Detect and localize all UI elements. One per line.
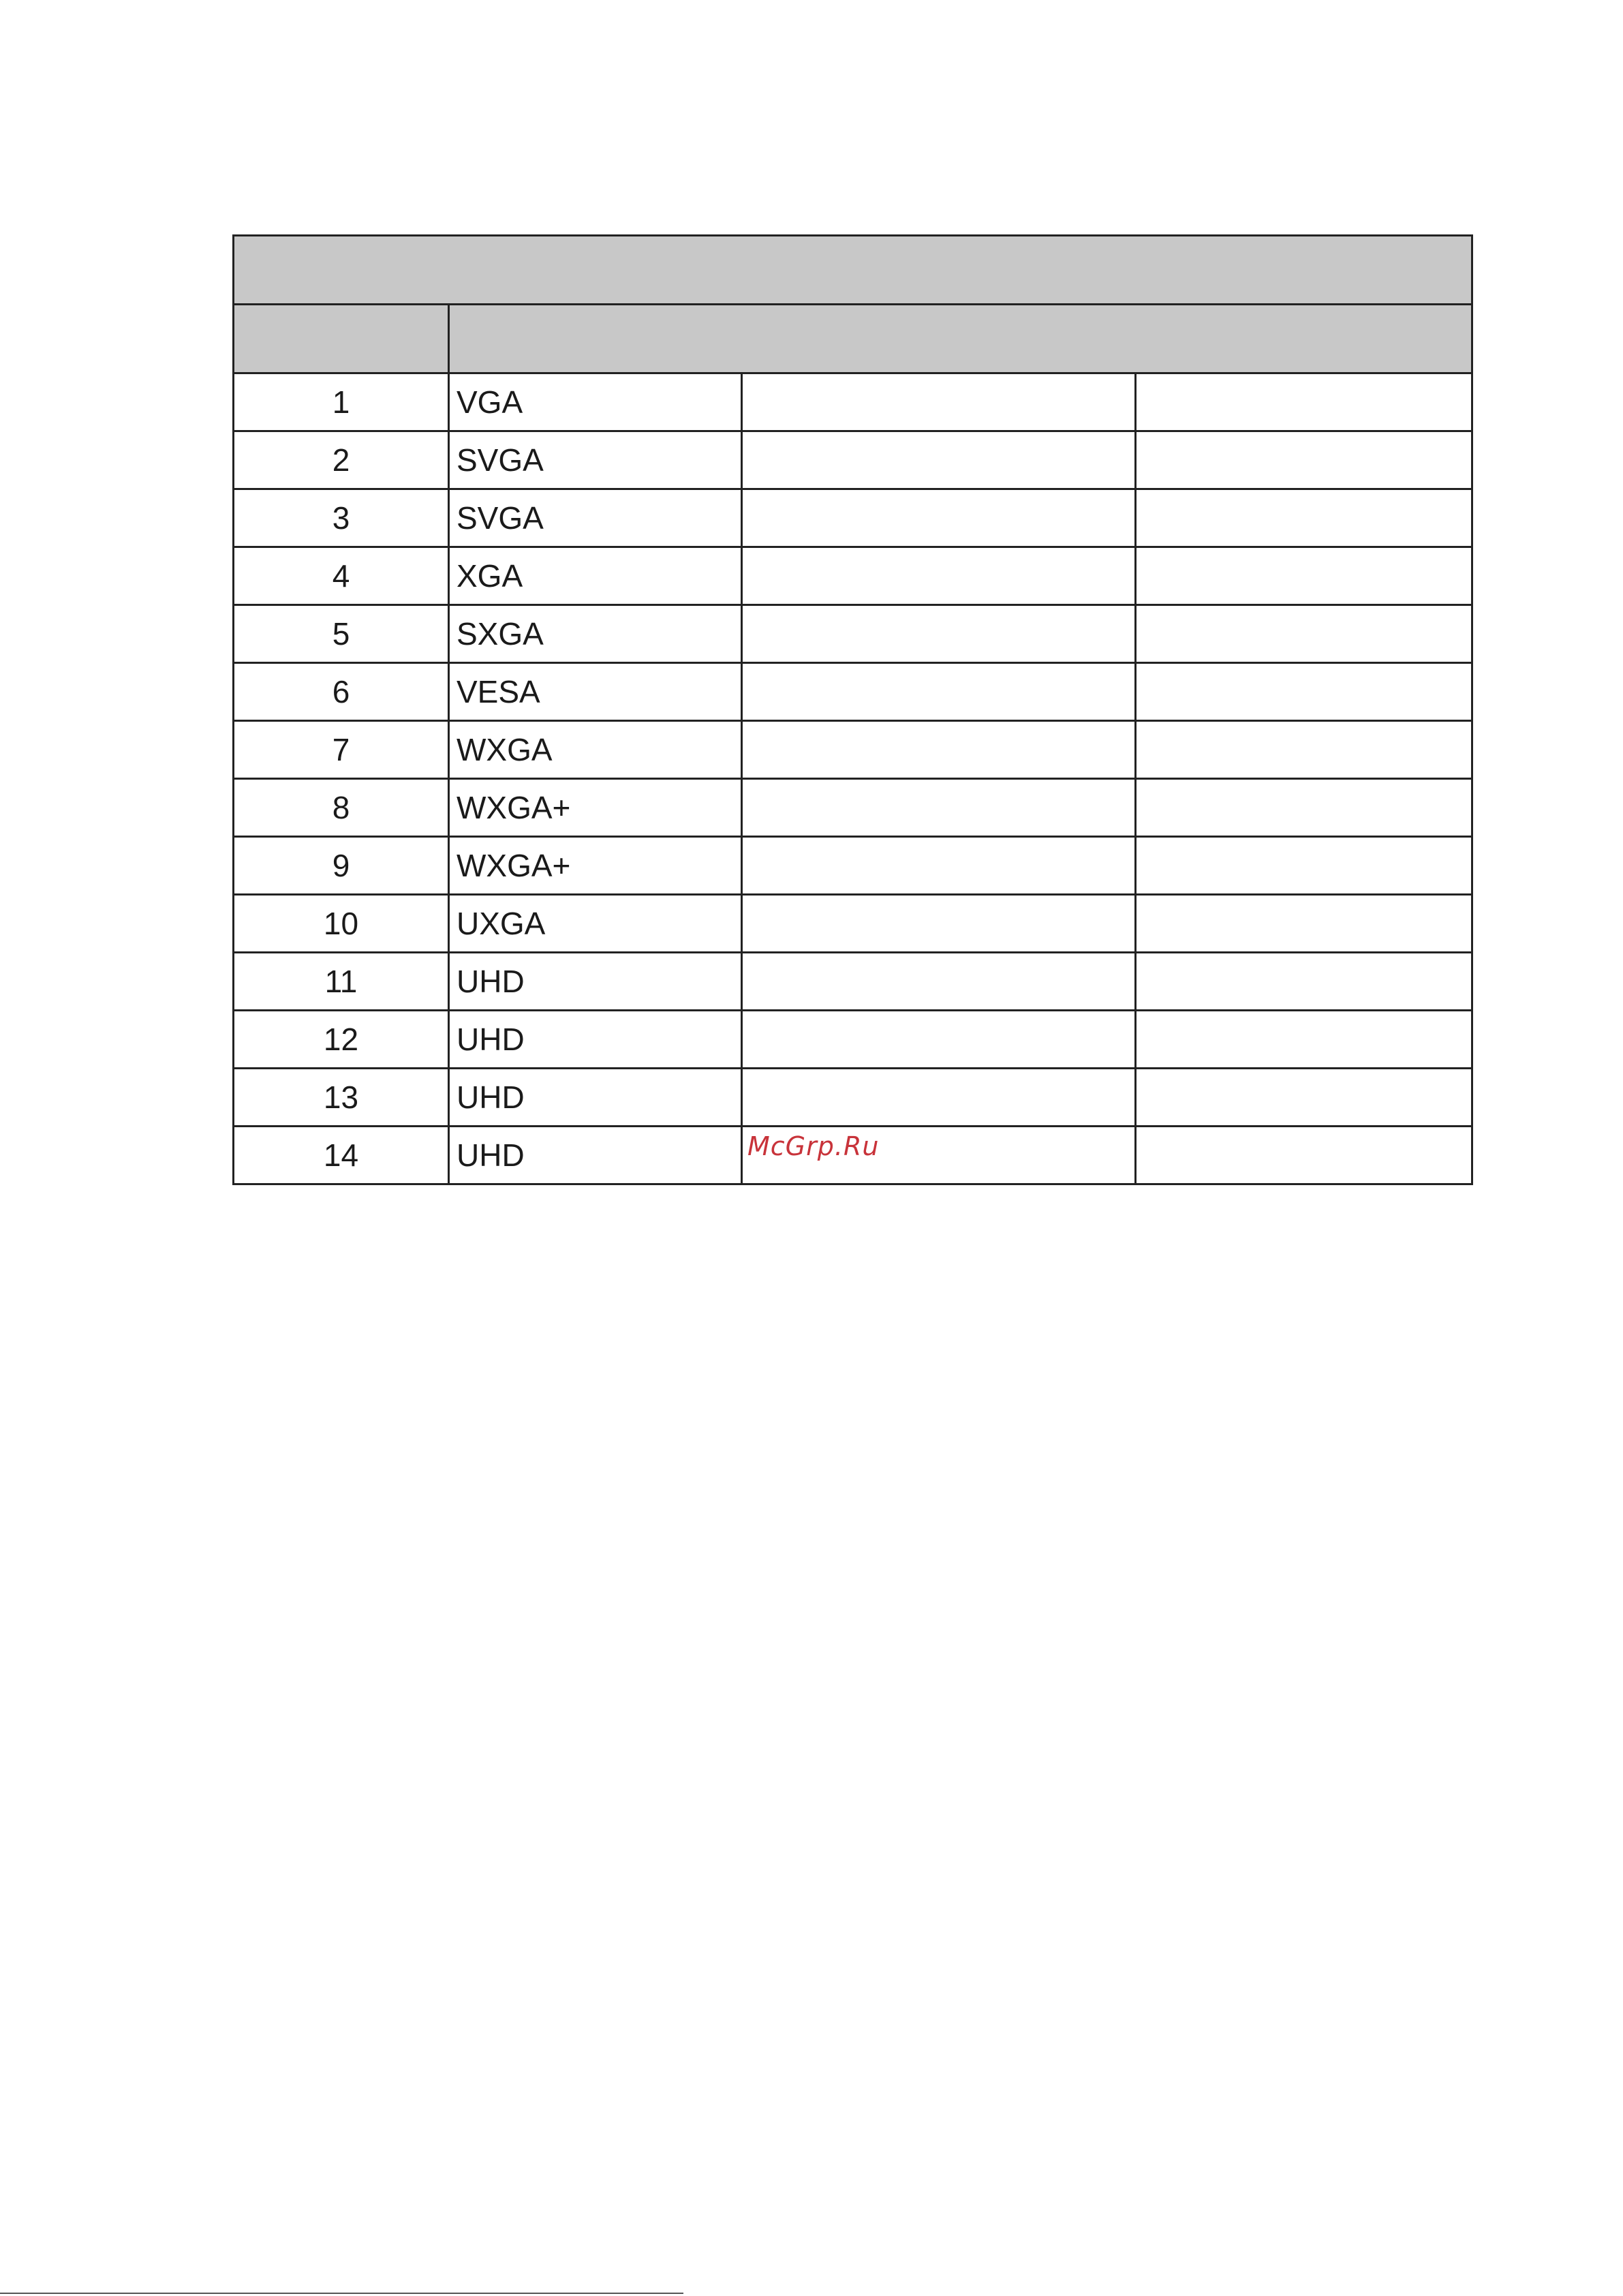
row-number: 13 bbox=[234, 1069, 449, 1127]
row-cell-empty bbox=[742, 721, 1136, 779]
row-mode: VGA bbox=[449, 373, 742, 431]
row-mode: VESA bbox=[449, 663, 742, 721]
footer-divider bbox=[0, 2293, 683, 2294]
row-cell-empty bbox=[742, 605, 1136, 663]
row-number: 1 bbox=[234, 373, 449, 431]
row-mode: SXGA bbox=[449, 605, 742, 663]
row-number: 2 bbox=[234, 431, 449, 489]
row-cell-empty bbox=[1136, 489, 1472, 547]
row-cell-empty bbox=[1136, 547, 1472, 605]
table-header-row bbox=[234, 305, 1472, 373]
table-title-cell bbox=[234, 236, 1472, 305]
row-cell-empty bbox=[1136, 953, 1472, 1011]
table-row bbox=[234, 1011, 1472, 1069]
row-cell-empty bbox=[742, 1011, 1136, 1069]
row-number: 11 bbox=[234, 953, 449, 1011]
row-number: 6 bbox=[234, 663, 449, 721]
row-cell-empty bbox=[1136, 373, 1472, 431]
row-cell-empty bbox=[742, 895, 1136, 953]
row-mode: UHD bbox=[449, 953, 742, 1011]
row-mode: WXGA bbox=[449, 721, 742, 779]
row-cell-empty bbox=[1136, 721, 1472, 779]
table-row bbox=[234, 837, 1472, 895]
table-row bbox=[234, 605, 1472, 663]
row-cell-empty bbox=[1136, 431, 1472, 489]
table-row bbox=[234, 1069, 1472, 1127]
table-row bbox=[234, 895, 1472, 953]
watermark-text: McGrp.Ru bbox=[747, 1131, 880, 1161]
header-cell-number bbox=[234, 305, 449, 373]
row-mode: UHD bbox=[449, 1127, 742, 1184]
row-cell-empty bbox=[742, 547, 1136, 605]
row-mode: WXGA+ bbox=[449, 779, 742, 837]
row-number: 14 bbox=[234, 1127, 449, 1184]
row-cell-empty bbox=[742, 1069, 1136, 1127]
row-cell-empty bbox=[1136, 605, 1472, 663]
row-cell-empty bbox=[1136, 837, 1472, 895]
table-title-row bbox=[234, 236, 1472, 305]
row-number: 3 bbox=[234, 489, 449, 547]
header-cell-mode bbox=[449, 305, 1472, 373]
row-cell-empty bbox=[742, 779, 1136, 837]
table-row bbox=[234, 373, 1472, 431]
table-row bbox=[234, 721, 1472, 779]
row-cell-empty bbox=[1136, 779, 1472, 837]
row-cell-empty bbox=[1136, 1127, 1472, 1184]
table-row bbox=[234, 953, 1472, 1011]
row-number: 8 bbox=[234, 779, 449, 837]
row-number: 7 bbox=[234, 721, 449, 779]
table-row bbox=[234, 489, 1472, 547]
timing-table-body bbox=[234, 236, 1472, 1184]
row-cell-empty bbox=[742, 489, 1136, 547]
row-mode: SVGA bbox=[449, 489, 742, 547]
row-mode: UXGA bbox=[449, 895, 742, 953]
row-number: 9 bbox=[234, 837, 449, 895]
row-number: 10 bbox=[234, 895, 449, 953]
row-mode: WXGA+ bbox=[449, 837, 742, 895]
timing-table bbox=[232, 234, 1473, 1185]
row-cell-empty bbox=[742, 837, 1136, 895]
table-row bbox=[234, 779, 1472, 837]
row-mode: UHD bbox=[449, 1069, 742, 1127]
table-row bbox=[234, 547, 1472, 605]
row-cell-empty bbox=[742, 953, 1136, 1011]
row-number: 4 bbox=[234, 547, 449, 605]
row-cell-empty bbox=[1136, 663, 1472, 721]
row-cell-empty bbox=[742, 373, 1136, 431]
row-cell-empty bbox=[742, 663, 1136, 721]
row-mode: UHD bbox=[449, 1011, 742, 1069]
table-row bbox=[234, 663, 1472, 721]
row-cell-empty bbox=[1136, 1011, 1472, 1069]
row-cell-empty bbox=[742, 431, 1136, 489]
table-row bbox=[234, 431, 1472, 489]
row-mode: XGA bbox=[449, 547, 742, 605]
row-mode: SVGA bbox=[449, 431, 742, 489]
row-cell-empty bbox=[1136, 1069, 1472, 1127]
row-number: 12 bbox=[234, 1011, 449, 1069]
row-cell-empty bbox=[1136, 895, 1472, 953]
row-number: 5 bbox=[234, 605, 449, 663]
